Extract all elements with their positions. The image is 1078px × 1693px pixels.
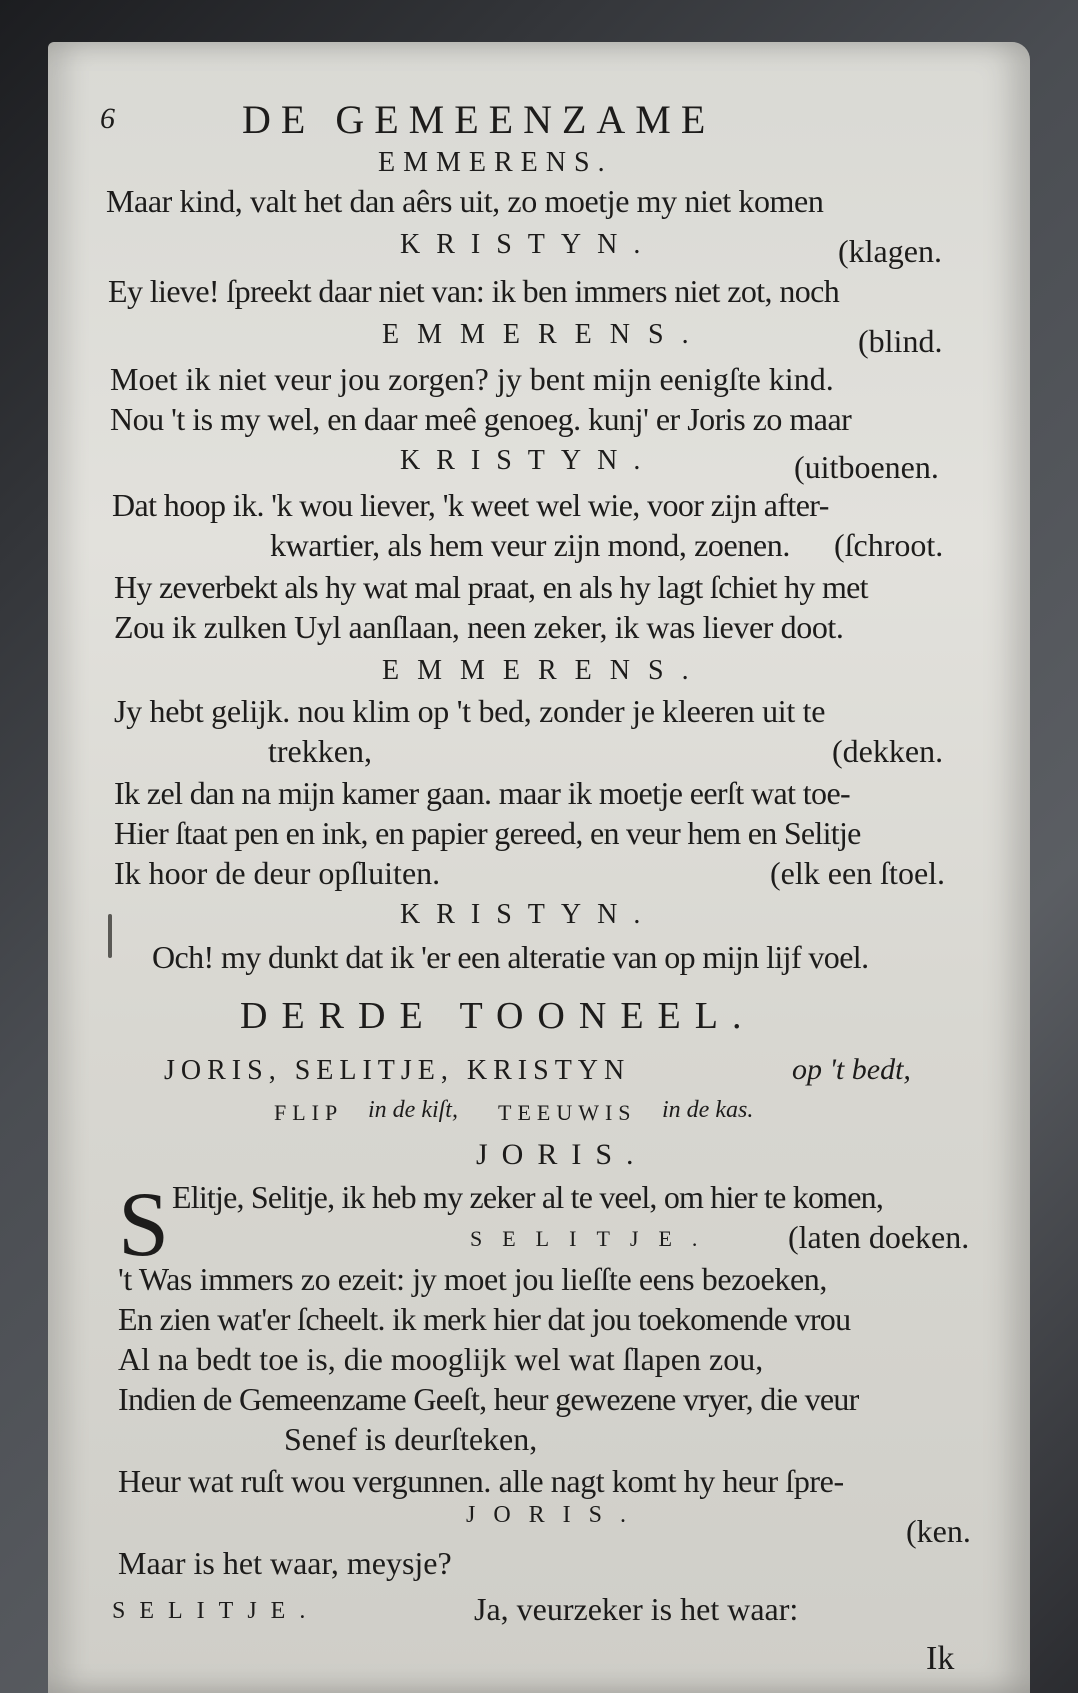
verse-line: Ik hoor de deur opſluiten.	[114, 855, 441, 891]
book-page	[48, 42, 1030, 1693]
stage-direction: (ſchroot.	[834, 527, 944, 563]
speaker-label: JORIS.	[476, 1138, 648, 1171]
stage-direction: (blind.	[858, 323, 943, 359]
speaker-label: EMMERENS.	[382, 655, 707, 686]
cast-list: FLIP	[274, 1100, 344, 1125]
speaker-label: SELITJE.	[470, 1226, 718, 1251]
stage-direction: in de kas.	[662, 1097, 754, 1123]
speaker-label: EMMERENS.	[382, 319, 707, 350]
stage-direction: (dekken.	[832, 733, 944, 769]
verse-line: kwartier, als hem veur zijn mond, zoenen.	[270, 527, 790, 563]
catchword: Ik	[926, 1640, 955, 1677]
verse-line: Al na bedt toe is, die mooglijk wel wat ſlapen zou,	[118, 1341, 764, 1377]
speaker-label: KRISTYN.	[400, 899, 657, 930]
verse-line: Och! my dunkt dat ik 'er een alteratie van op mijn lijf voel.	[152, 939, 869, 975]
verse-line: Ja, veurzeker is het waar:	[474, 1591, 799, 1627]
verse-line: Hy zeverbekt als hy wat mal praat, en als hy lagt ſchiet hy met	[114, 569, 868, 605]
verse-line: Nou 't is my wel, en daar meê genoeg. kunj' er Joris zo maar	[110, 401, 852, 437]
stage-direction: (uitboenen.	[794, 449, 939, 485]
cast-list: TEEUWIS	[498, 1100, 637, 1125]
speaker-label: KRISTYN.	[400, 445, 657, 476]
verse-line: Moet ik niet veur jou zorgen? jy bent mijn eenigſte kind.	[110, 361, 834, 397]
verse-line: trekken,	[268, 733, 372, 769]
stage-direction: in de kiſt,	[368, 1097, 458, 1123]
verse-line: 't Was immers zo ezeit: jy moet jou lieſſte eens bezoeken,	[118, 1261, 827, 1297]
verse-line: Hier ſtaat pen en ink, en papier gereed, en veur hem en Selitje	[114, 815, 861, 851]
verse-line: Ik zel dan na mijn kamer gaan. maar ik moetje eerſt wat toe-	[114, 775, 851, 811]
scene-heading: DERDE TOONEEL.	[240, 995, 756, 1037]
speaker-label: SELITJE.	[112, 1598, 320, 1624]
page-number: 6	[100, 102, 115, 135]
verse-line: Maar kind, valt het dan aêrs uit, zo moetje my niet komen	[106, 183, 824, 219]
verse-line: Senef is deurſteken,	[284, 1421, 538, 1457]
stage-direction: (ken.	[906, 1513, 971, 1549]
speaker-label: KRISTYN.	[400, 229, 657, 260]
running-title: DE GEMEENZAME	[242, 97, 716, 142]
drop-cap: S	[118, 1173, 170, 1275]
verse-line: Jy hebt gelijk. nou klim op 't bed, zonder je kleeren uit te	[114, 693, 826, 729]
stage-direction: op 't bedt,	[792, 1053, 911, 1086]
stage-direction: (klagen.	[838, 233, 942, 269]
stage-direction: (elk een ſtoel.	[770, 855, 946, 891]
verse-line: Heur wat ruſt wou vergunnen. alle nagt komt hy heur ſpre-	[118, 1463, 844, 1499]
stage-direction: (laten doeken.	[788, 1219, 970, 1255]
speaker-label: EMMERENS.	[378, 147, 613, 178]
verse-line: Elitje, Selitje, ik heb my zeker al te veel, om hier te komen,	[172, 1179, 884, 1215]
verse-line: En zien wat'er ſcheelt. ik merk hier dat jou toekomende vrou	[118, 1301, 851, 1337]
verse-line: Maar is het waar, meysje?	[118, 1545, 452, 1581]
verse-line: Zou ik zulken Uyl aanſlaan, neen zeker, ik was liever doot.	[114, 609, 844, 645]
margin-mark	[108, 914, 112, 958]
verse-line: Ey lieve! ſpreekt daar niet van: ik ben immers niet zot, noch	[108, 273, 840, 309]
speaker-label: JORIS.	[466, 1502, 645, 1528]
verse-line: Dat hoop ik. 'k wou liever, 'k weet wel wie, voor zijn after-	[112, 487, 829, 523]
verse-line: Indien de Gemeenzame Geeſt, heur gewezene vryer, die veur	[118, 1381, 859, 1417]
cast-list: JORIS, SELITJE, KRISTYN	[164, 1055, 631, 1086]
